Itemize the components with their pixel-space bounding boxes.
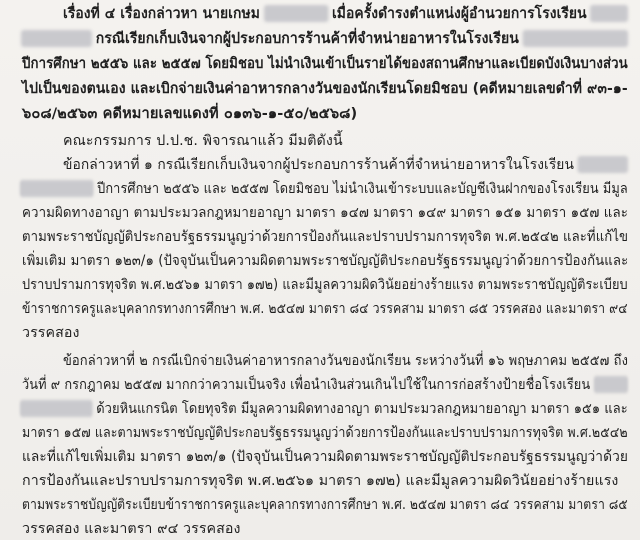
allegation-1-line-4	[22, 227, 628, 247]
redacted-school-name	[523, 30, 628, 47]
allegation-1-line-1	[63, 155, 628, 175]
case-heading-line-5	[22, 104, 357, 124]
case-number-text: ๖๐๘/๒๕๖๓ คดีหมายเลขแดงที่ ๐๑๓๖-๑-๕๐/๒๕๖๘)	[22, 105, 358, 122]
allegation-text: ข้าราชการครูและบุคลากรทางการศึกษา พ.ศ. ๒๕๔๗ มาตรา ๘๔ วรรคสาม มาตรา ๘๕ วรรคสอง และมาตรา ๙๔	[22, 301, 628, 317]
allegation-text: ข้อกล่าวหาที่ ๒ กรณีเบิกจ่ายเงินค่าอาหารกลางวันของนักเรียน ระหว่างวันที่ ๑๖ พฤษภาคม ๒๕๕๗ ถึง	[63, 353, 629, 369]
allegation-text: วรรคสอง	[22, 325, 80, 341]
allegation-1-line-6	[22, 275, 628, 295]
redacted-school-name	[578, 156, 628, 173]
committee-resolution-text: คณะกรรมการ ป.ป.ช. พิจารณาแล้ว มีมติดังนี้	[63, 133, 343, 149]
allegation-1-line-2	[0, 179, 628, 199]
allegation-2-line-7	[22, 495, 628, 515]
allegation-text: ปีการศึกษา ๒๕๕๖ และ ๒๕๕๗ โดยมิชอบ ไม่นำเงินเข้าระบบและบัญชีเงินฝากของโรงเรียน มีมูล	[97, 181, 628, 197]
allegation-1-line-3	[22, 203, 628, 223]
allegation-2-line-2	[22, 375, 628, 395]
allegation-text: ปราบปรามการทุจริต พ.ศ.๒๕๖๑ มาตรา ๑๗๒) และมีมูลความผิดวินัยอย่างร้ายแรง ตามพระราชบัญญัติระเบียบ	[22, 277, 628, 293]
allegation-2-line-3	[0, 399, 628, 419]
allegation-text: วันที่ ๙ กรกฎาคม ๒๕๕๗ มากกว่าความเป็นจริง เพื่อนำเงินส่วนเกินไปใช้ในการก่อสร้างป้ายชื่อโรงเรียน	[22, 377, 591, 393]
allegation-text: เพิ่มเติม มาตรา ๑๒๓/๑ (ปัจจุบันเป็นความผิดตามพระราชบัญญัติประกอบรัฐธรรมนูญว่าด้วยการป้องกันและ	[22, 253, 629, 269]
allegation-text: มาตรา ๑๕๗ และตามพระราชบัญญัติประกอบรัฐธรรมนูญว่าด้วยการป้องกันและปราบปรามการทุจริต พ.ศ.๒๕๔๒	[22, 425, 628, 441]
allegation-text: ตามพระราชบัญญัติประกอบรัฐธรรมนูญว่าด้วยการป้องกันและปราบปรามการทุจริต พ.ศ.๒๕๔๒ และที่แก้ไข	[22, 229, 629, 245]
case-heading-text: ไปเป็นของตนเอง และเบิกจ่ายเงินค่าอาหารกลางวันของนักเรียนโดยมิชอบ (คดีหมายเลขดำที่ ๙๓-๑-	[22, 80, 628, 97]
case-heading-text: ปีการศึกษา ๒๕๕๖ และ ๒๕๕๗ โดยมิชอบ ไม่นำเงินเข้าเป็นรายได้ของสถานศึกษาและเบียดบังเงินบางส่วน	[22, 55, 628, 72]
case-heading-line-1	[63, 4, 628, 24]
allegation-text: ความผิดทางอาญา ตามประมวลกฎหมายอาญา มาตรา ๑๔๗ มาตรา ๑๔๙ มาตรา ๑๕๑ มาตรา ๑๕๗ และ	[22, 205, 628, 221]
redacted-name	[264, 5, 328, 22]
redacted-school-name	[594, 376, 628, 393]
allegation-1-line-7	[22, 299, 628, 319]
allegation-1-line-5	[22, 251, 628, 271]
allegation-2-line-1	[63, 351, 628, 371]
allegation-2-line-5	[22, 447, 628, 467]
allegation-2-line-8	[22, 519, 241, 539]
case-heading-text: กรณีเรียกเก็บเงินจากผู้ประกอบการร้านค้าที่จำหน่ายอาหารในโรงเรียน	[95, 30, 519, 47]
allegation-text: ตามพระราชบัญญัติระเบียบข้าราชการครูและบุคลากรทางการศึกษา พ.ศ. ๒๕๔๗ มาตรา ๘๔ วรรคสาม มาตรา ๘๕	[22, 497, 628, 513]
redacted-school-name	[590, 5, 628, 22]
allegation-text: และที่แก้ไขเพิ่มเติม มาตรา ๑๒๓/๑ (ปัจจุบันเป็นความผิดตามพระราชบัญญัติประกอบรัฐธรรมนูญว่าด้วย	[22, 449, 628, 465]
committee-resolution-line	[63, 131, 343, 151]
allegation-text: ข้อกล่าวหาที่ ๑ กรณีเรียกเก็บเงินจากผู้ประกอบการร้านค้าที่จำหน่ายอาหารในโรงเรียน	[63, 157, 574, 173]
case-heading-text-cont: เมื่อครั้งดำรงตำแหน่งผู้อำนวยการโรงเรียน	[331, 5, 587, 22]
allegation-1-line-8	[22, 323, 80, 343]
redacted-school-name	[20, 180, 94, 197]
allegation-text: ด้วยหินแกรนิต โดยทุจริต มีมูลความผิดทางอาญา ตามประมวลกฎหมายอาญา มาตรา ๑๕๑ และ	[96, 401, 628, 417]
redacted-school-name	[21, 30, 92, 47]
allegation-text: การป้องกันและปราบปรามการทุจริต พ.ศ.๒๕๖๑ มาตรา ๑๗๒) และมีมูลความผิดวินัยอย่างร้ายแรง	[22, 473, 619, 489]
allegation-2-line-6	[22, 471, 618, 491]
allegation-text: วรรคสอง และมาตรา ๙๔ วรรคสอง	[22, 521, 241, 537]
case-heading-text: เรื่องที่ ๔ เรื่องกล่าวหา นายเกษม	[63, 5, 260, 22]
case-heading-line-4	[22, 79, 628, 99]
case-heading-line-3	[22, 54, 628, 74]
redacted-school-name	[20, 400, 93, 417]
allegation-2-line-4	[22, 423, 628, 443]
case-heading-line-2	[0, 29, 628, 49]
